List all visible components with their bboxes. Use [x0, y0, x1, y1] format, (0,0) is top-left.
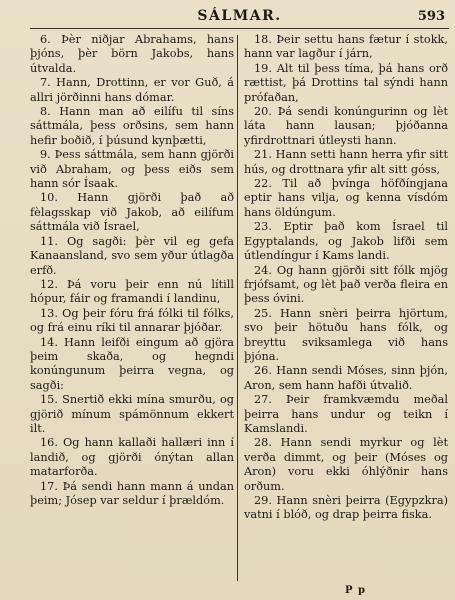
verse-27: 27. Þeir framkvæmdu meðal þeirra hans undur og teikn í Kamslandi.: [244, 393, 448, 435]
verse-24: 24. Og hann gjörði sitt fólk mjög frjófsamt, og lèt það verða fleira en þess óvini.: [244, 263, 448, 306]
verse-19: 19. Alt til þess tíma, þá hans orð rættist, þá Drottins tal sýndi hann prófaðan,: [244, 61, 448, 104]
verse-12: 12. Þá voru þeir enn nú lítill hópur, fáir og framandi í landinu,: [30, 277, 234, 306]
signature-mark: P p: [345, 585, 366, 596]
running-title: SÁLMAR.: [197, 8, 282, 24]
verse-28: 28. Hann sendi myrkur og lèt verða dimmt, og þeir (Móses og Aron) voru ekki óhlýðnir hans orðum.: [244, 436, 448, 493]
verse-25: 25. Hann snèri þeirra hjörtum, svo þeir hötuðu hans fólk, og breyttu sviksamlega við hans þjóna.: [244, 306, 448, 363]
header-rule: [30, 28, 449, 29]
verse-13: 13. Og þeir fóru frá fólki til fólks, og frá einu ríki til annarar þjóðar.: [30, 306, 234, 335]
text-columns: [30, 33, 448, 583]
page-header: [30, 6, 449, 28]
verse-10: 10. Hann gjörði það að fèlagsskap við Jakob, að eilífum sáttmála við Ísrael,: [30, 191, 234, 234]
verse-26: 26. Hann sendi Móses, sinn þjón, Aron, sem hann hafði útvalið.: [244, 364, 448, 392]
verse-20: 20. Þá sendi konúngurinn og lèt láta hann lausan; þjóðanna yfirdrottnari útleysti hann.: [244, 105, 448, 147]
column-divider: [237, 35, 238, 581]
page-number: 593: [417, 9, 445, 24]
verse-7: 7. Hann, Drottinn, er vor Guð, á allri jörðinni hans dómar.: [30, 76, 234, 104]
right-column: [244, 33, 448, 581]
verse-9: 9. Þess sáttmála, sem hann gjörði við Abraham, og þess eiðs sem hann sór Ísaak.: [30, 148, 234, 191]
verse-22: 22. Til að þvínga höfðíngjana eptir hans vilja, og kenna vísdóm hans öldúngum.: [244, 177, 448, 219]
left-column: [30, 33, 234, 581]
verse-15: 15. Snertið ekki mína smurðu, og gjörið mínum spámönnum ekkert ilt.: [30, 393, 234, 435]
verse-18: 18. Þeir settu hans fætur í stokk, hann var lagður í járn,: [244, 33, 448, 61]
verse-23: 23. Eptir það kom Ísrael til Egyptalands, og Jakob lifði sem útlendíngur í Kams landi.: [244, 220, 448, 263]
verse-16: 16. Og hann kallaði hallæri inn í landið, og gjörði ónýtan allan matarforða.: [30, 436, 234, 479]
verse-14: 14. Hann leifði eingum að gjöra þeim skaða, og hegndi konúngunum þeirra vegna, og sagði:: [30, 335, 234, 392]
verse-8: 8. Hann man að eilífu til síns sáttmála, þess orðsins, sem hann hefir boðið, í þúsund kynþætti,: [30, 105, 234, 147]
verse-21: 21. Hann setti hann herra yfir sitt hús, og drottnara yfir alt sitt góss,: [244, 148, 448, 176]
verse-11: 11. Og sagði: þèr vil eg gefa Kanaansland, svo sem yður útlagða erfð.: [30, 234, 234, 277]
verse-29: 29. Hann snèri þeirra (Egypzkra) vatni í blóð, og drap þeirra fiska.: [244, 494, 448, 522]
verse-17: 17. Þá sendi hann mann á undan þeim; Jósep var seldur í þrældóm.: [30, 479, 234, 507]
verse-6: 6. Þèr niðjar Abrahams, hans þjóns, þèr börn Jakobs, hans útvalda.: [30, 33, 234, 75]
